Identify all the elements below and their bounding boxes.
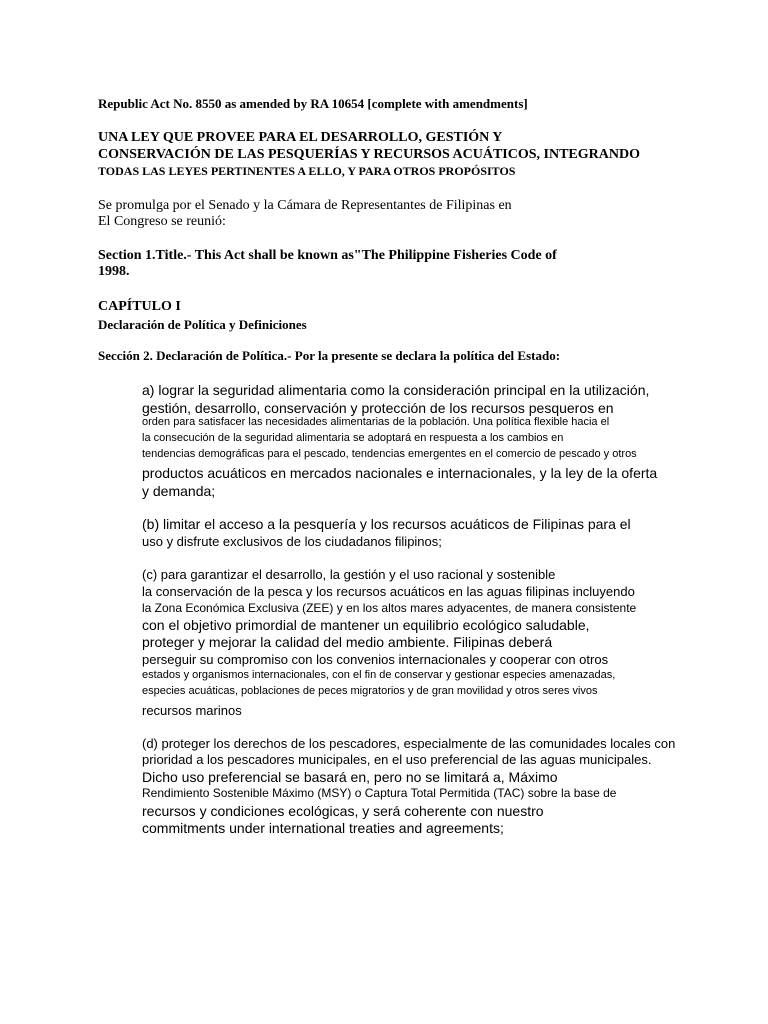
law-title-line-3: TODAS LAS LEYES PERTINENTES A ELLO, Y PARA OTROS PROPÓSITOS [98,164,516,178]
para-a-line: y demanda; [142,483,216,499]
law-title-line-1: UNA LEY QUE PROVEE PARA EL DESARROLLO, GESTIÓN Y [98,130,503,145]
para-a-line: orden para satisfacer las necesidades alimentarias de la población. Una política flexible hacia el [142,416,610,428]
para-c-line: especies acuáticas, poblaciones de peces migratorios y de gran movilidad y otros seres vivos [142,685,598,697]
para-c-line: perseguir su compromiso con los convenios internacionales y cooperar con otros [142,652,609,667]
para-d-line: recursos y condiciones ecológicas, y será coherente con nuestro [142,803,544,819]
para-b-line: uso y disfrute exclusivos de los ciudadanos filipinos; [142,534,442,549]
para-c-line: (c) para garantizar el desarrollo, la gestión y el uso racional y sostenible [142,567,556,582]
para-c-line: recursos marinos [142,703,242,718]
para-d-line: Dicho uso preferencial se basará en, pero no se limitará a, Máximo [142,769,558,785]
para-b-line: (b) limitar el acceso a la pesquería y los recursos acuáticos de Filipinas para el [142,516,631,532]
para-c-line: la conservación de la pesca y los recursos acuáticos en las aguas filipinas incluyendo [142,584,635,599]
para-d-line: Rendimiento Sostenible Máximo (MSY) o Captura Total Permitida (TAC) sobre la base de [142,786,617,800]
para-d-line: prioridad a los pescadores municipales, en el uso preferencial de las aguas municipales. [142,752,652,767]
section-1-line-2: 1998. [98,264,130,279]
law-title-line-2: CONSERVACIÓN DE LAS PESQUERÍAS Y RECURSOS ACUÁTICOS, INTEGRANDO [98,147,640,162]
para-c-line: estados y organismos internacionales, con el fin de conservar y gestionar especies amenazadas, [142,669,616,681]
para-d-line: (d) proteger los derechos de los pescadores, especialmente de las comunidades locales con [142,736,676,751]
act-title-line: Republic Act No. 8550 as amended by RA 10654 [complete with amendments] [98,96,528,111]
para-c-line: proteger y mejorar la calidad del medio ambiente. Filipinas deberá [142,634,553,650]
para-c-line: con el objetivo primordial de mantener un equilibrio ecológico saludable, [142,617,590,633]
chapter-title: Declaración de Política y Definiciones [98,317,307,332]
enactment-line-2: El Congreso se reunió: [98,214,226,229]
section-1-line-1: Section 1.Title.- This Act shall be known as"The Philippine Fisheries Code of [98,248,557,263]
para-d-line: commitments under international treaties and agreements; [142,820,504,836]
chapter-number: CAPÍTULO I [98,299,181,314]
para-a-line: productos acuáticos en mercados nacionales e internacionales, y la ley de la oferta [142,465,658,481]
enactment-line-1: Se promulga por el Senado y la Cámara de Representantes de Filipinas en [98,198,512,213]
para-c-line: la Zona Económica Exclusiva (ZEE) y en los altos mares adyacentes, de manera consistente [142,601,637,615]
section-2-heading: Sección 2. Declaración de Política.- Por la presente se declara la política del Estado: [98,348,561,363]
para-a-line: gestión, desarrollo, conservación y protección de los recursos pesqueros en [142,400,614,416]
para-a-line: la consecución de la seguridad alimentaria se adoptará en respuesta a los cambios en [142,432,564,444]
para-a-line: a) lograr la seguridad alimentaria como la consideración principal en la utilización, [142,382,650,398]
para-a-line: tendencias demográficas para el pescado, tendencias emergentes en el comercio de pescado y otros [142,448,637,460]
